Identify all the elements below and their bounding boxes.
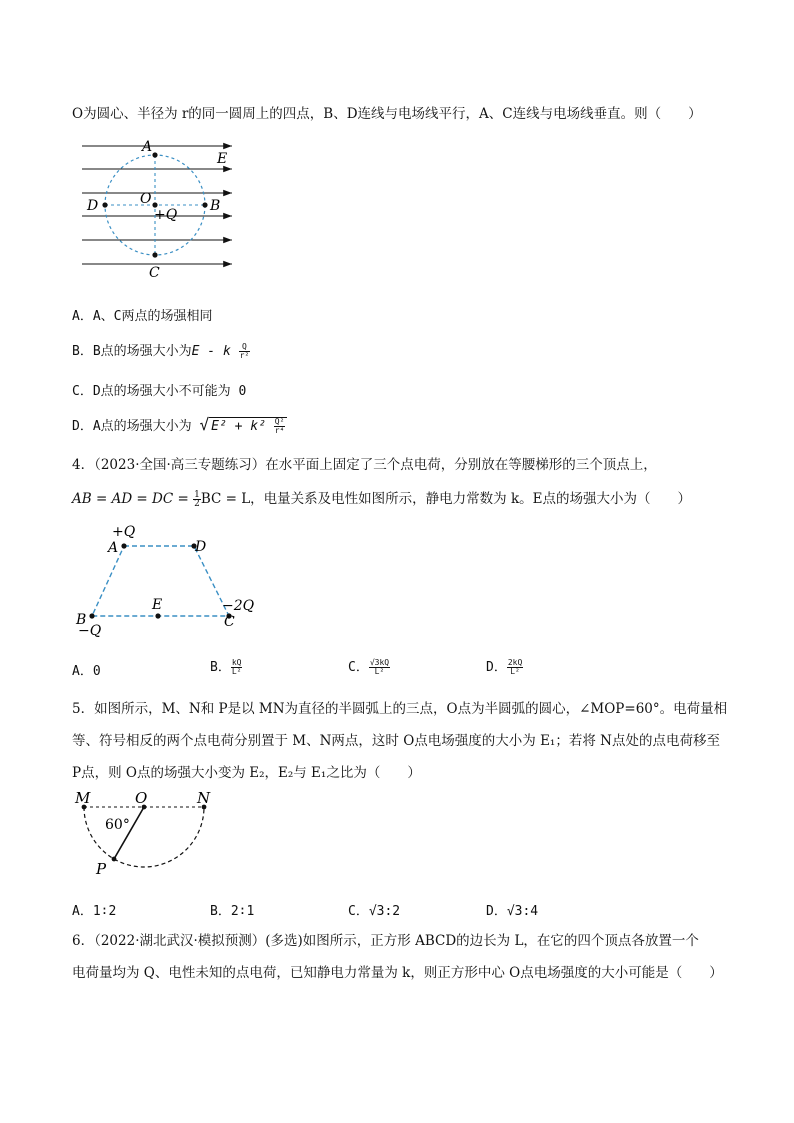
point-E [155,613,160,618]
label-C: C [149,265,160,281]
point-A [121,543,126,548]
q3-option-a[interactable]: A．A、C两点的场强相同 [72,309,213,324]
label-qB: −Q [78,623,102,639]
label-A: A [142,139,153,155]
label-O: O [135,789,148,807]
q3-option-b[interactable]: B．B点的场强大小为E - k $\frac{Q}{\text{r²}}$ [72,342,250,360]
label-D: D [195,539,207,555]
q5-stem-line3: P点，则 O点的场强大小变为 E₂，E₂与 E₁之比为（ ） [72,765,421,781]
point-P [112,857,117,862]
label-E: E [152,597,163,613]
point-B [202,202,207,207]
q5-option-d[interactable]: D．√3:4 [486,904,539,919]
q4-option-c[interactable]: C． $\frac{√3kQ}{\text{L²}}$ [348,658,390,676]
q5-option-a[interactable]: A．1∶2 [72,904,117,919]
label-C: C [224,614,235,630]
label-B: B [76,612,87,628]
label-qC: −2Q [222,598,255,614]
label-N: N [197,789,211,807]
q4-option-d[interactable]: D． $\frac{2kQ}{\text{L²}}$ [486,658,523,676]
q3-option-d[interactable]: D．A点的场强大小为 √ E² + k² $\frac{\text{Q²}}{\text{r⁴}}$ [72,415,287,435]
q6-stem-line2: 电荷量均为 Q、电性未知的点电荷，已知静电力常量为 k，则正方形中心 O点电场强度的大小可能是（ ） [72,965,723,981]
label-P: P [96,860,107,878]
label-qA: +Q [112,524,136,540]
q5-option-b[interactable]: B．2∶1 [210,904,255,919]
point-C [152,252,157,257]
point-B [89,613,94,618]
q3-figure [72,135,252,285]
q5-stem-line1: 5．如图所示，M、N和 P是以 MN为直径的半圆弧上的三点，O点为半圆弧的圆心，∠MOP=60°。电荷量相 [72,701,728,717]
label-D: D [87,198,99,214]
point-A [152,152,157,157]
q4-option-b[interactable]: B． $\frac{kQ}{\text{L²}}$ [210,658,242,676]
q4-option-a[interactable]: A．0 [72,664,101,679]
label-M: M [75,789,91,807]
q3-option-c[interactable]: C．D点的场强大小不可能为 0 [72,384,247,399]
q4-stem-line1: 4．（2023·全国·高三专题练习）在水平面上固定了三个点电荷，分别放在等腰梯形的三个顶点上， [72,457,657,473]
label-E: E [217,151,228,167]
label-B: B [210,198,221,214]
q3-stem: O为圆心、半径为 r的同一圆周上的四点，B、D连线与电场线平行，A、C连线与电场线垂直。则（ ） [72,106,702,122]
label-O: O [140,191,152,207]
point-D [102,202,107,207]
label-angle: 60° [105,817,130,833]
q5-figure [72,790,232,880]
q4-stem-line2: AB = AD = DC = $\frac{1}{2}$ BC = L，电量关系及电性如图所示，静电力常数为 k。E点的场强大小为（ ） [72,490,691,509]
label-A: A [108,540,119,556]
q4-figure [72,520,272,640]
q5-option-c[interactable]: C．√3:2 [348,904,401,919]
q6-stem-line1: 6．（2022·湖北武汉·模拟预测）(多选)如图所示，正方形 ABCD的边长为 L，在它的四个顶点各放置一个 [72,933,699,949]
label-Q: +Q [154,207,178,223]
q5-stem-line2: 等、符号相反的两个点电荷分别置于 M、N两点，这时 O点电场强度的大小为 E₁；若将 N点处的点电荷移至 [72,733,720,749]
